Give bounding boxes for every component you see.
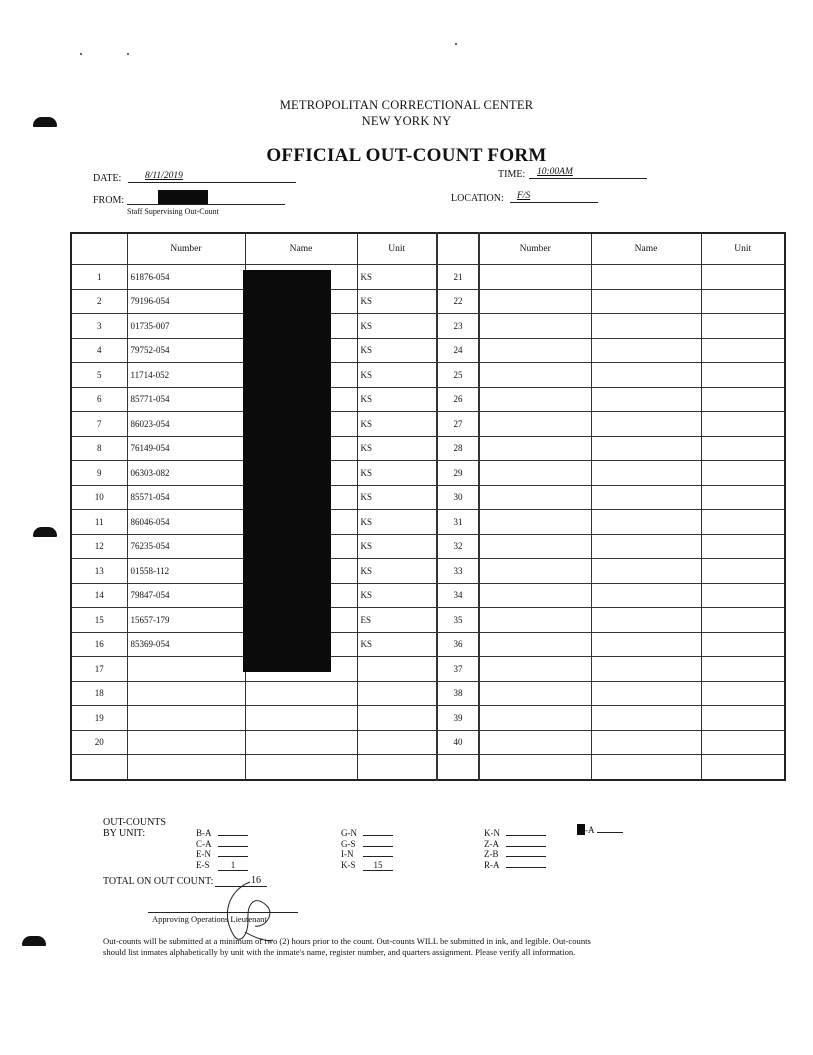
table-row xyxy=(71,485,785,510)
outcount-entry xyxy=(341,828,393,839)
unit-left: KS xyxy=(357,534,437,559)
outcount-value xyxy=(506,867,546,868)
redaction-unit-letter xyxy=(577,824,585,835)
outcount-entry xyxy=(196,828,248,839)
outcount-entry xyxy=(484,860,546,871)
outcount-unit-label: C-A xyxy=(196,838,212,849)
register-number-left: 01735-007 xyxy=(127,314,245,339)
total-value: 16 xyxy=(251,875,261,886)
table-row xyxy=(71,657,785,682)
row-index-right: 22 xyxy=(437,289,479,314)
inmate-name-right xyxy=(591,314,701,339)
inmate-name-right xyxy=(591,510,701,535)
table-row xyxy=(71,412,785,437)
register-number-right xyxy=(479,730,591,755)
register-number-left: 79196-054 xyxy=(127,289,245,314)
register-number-right xyxy=(479,559,591,584)
register-number-left: 06303-082 xyxy=(127,461,245,486)
row-index-right: 36 xyxy=(437,632,479,657)
outcount-value: 15 xyxy=(363,860,393,872)
unit-left: KS xyxy=(357,412,437,437)
row-index-left: 4 xyxy=(71,338,127,363)
outcount-table xyxy=(70,232,786,781)
footer-line-1: Out-counts will be submitted at a minimum of two (2) hours prior to the count. Out-counts WILL be submitted in ink, and legible. Out-counts xyxy=(103,936,591,946)
unit-right xyxy=(701,314,785,339)
unit-right xyxy=(701,265,785,290)
unit-left: KS xyxy=(357,265,437,290)
row-index-left: 2 xyxy=(71,289,127,314)
outcount-value xyxy=(218,846,248,847)
register-number-left: 11714-052 xyxy=(127,363,245,388)
row-index-right: 31 xyxy=(437,510,479,535)
scan-speck xyxy=(127,53,129,55)
row-index-right: 28 xyxy=(437,436,479,461)
inmate-name-right xyxy=(591,387,701,412)
register-number-right xyxy=(479,681,591,706)
inmate-name-right xyxy=(591,485,701,510)
spacer-cell xyxy=(127,755,245,780)
table-row xyxy=(71,608,785,633)
register-number-right xyxy=(479,289,591,314)
unit-left: KS xyxy=(357,436,437,461)
unit-right xyxy=(701,510,785,535)
punch-hole-middle xyxy=(33,527,57,537)
register-number-left: 01558-112 xyxy=(127,559,245,584)
register-number-left: 85369-054 xyxy=(127,632,245,657)
register-number-right xyxy=(479,534,591,559)
form-title: OFFICIAL OUT-COUNT FORM xyxy=(266,145,547,166)
unit-right xyxy=(701,363,785,388)
table-row xyxy=(71,363,785,388)
outcount-unit-label: -A xyxy=(585,825,595,835)
row-index-right: 26 xyxy=(437,387,479,412)
unit-right xyxy=(701,681,785,706)
table-row xyxy=(71,559,785,584)
outcount-entry xyxy=(196,849,248,860)
spacer-cell xyxy=(591,755,701,780)
unit-right xyxy=(701,289,785,314)
spacer-cell xyxy=(437,755,479,780)
inmate-name-right xyxy=(591,706,701,731)
table-row xyxy=(71,510,785,535)
row-index-left: 1 xyxy=(71,265,127,290)
location-field-line xyxy=(510,202,598,203)
punch-hole-bottom xyxy=(22,936,46,946)
from-field-line xyxy=(127,204,285,205)
time-value: 10:00AM xyxy=(537,167,573,177)
row-index-left: 17 xyxy=(71,657,127,682)
header-number-right: Number xyxy=(479,233,591,265)
scan-speck xyxy=(80,53,82,55)
register-number-right xyxy=(479,510,591,535)
register-number-right xyxy=(479,657,591,682)
spacer-cell xyxy=(479,755,591,780)
row-index-left: 9 xyxy=(71,461,127,486)
header-name-right: Name xyxy=(591,233,701,265)
inmate-name-right xyxy=(591,534,701,559)
register-number-right xyxy=(479,338,591,363)
register-number-right xyxy=(479,706,591,731)
row-index-right: 32 xyxy=(437,534,479,559)
header-number-left: Number xyxy=(127,233,245,265)
outcount-unit-label: E-N xyxy=(196,849,211,859)
institution-city: NEW YORK NY xyxy=(361,114,452,128)
register-number-left: 61876-054 xyxy=(127,265,245,290)
outcount-value: 1 xyxy=(218,860,248,872)
outcount-unit-label: R-A xyxy=(484,859,500,870)
row-index-right: 38 xyxy=(437,681,479,706)
unit-right xyxy=(701,534,785,559)
unit-right xyxy=(701,485,785,510)
unit-left: KS xyxy=(357,485,437,510)
row-index-left: 13 xyxy=(71,559,127,584)
inmate-name-right xyxy=(591,559,701,584)
row-index-right: 35 xyxy=(437,608,479,633)
inmate-name-right xyxy=(591,583,701,608)
unit-right xyxy=(701,387,785,412)
unit-left xyxy=(357,681,437,706)
unit-left: KS xyxy=(357,314,437,339)
register-number-left: 86046-054 xyxy=(127,510,245,535)
row-index-left: 16 xyxy=(71,632,127,657)
outcount-value xyxy=(506,856,546,857)
unit-left: KS xyxy=(357,387,437,412)
register-number-right xyxy=(479,412,591,437)
inmate-name-left xyxy=(245,730,357,755)
spacer-cell xyxy=(71,755,127,780)
table-row xyxy=(71,436,785,461)
time-label: TIME: xyxy=(498,169,526,180)
unit-right xyxy=(701,657,785,682)
register-number-right xyxy=(479,314,591,339)
table-row xyxy=(71,730,785,755)
spacer-cell xyxy=(245,755,357,780)
table-row xyxy=(71,706,785,731)
unit-right xyxy=(701,632,785,657)
inmate-name-right xyxy=(591,632,701,657)
outcount-value xyxy=(363,856,393,857)
inmate-name-right xyxy=(591,412,701,437)
outcount-value xyxy=(506,846,546,847)
outcount-value xyxy=(218,835,248,836)
row-index-right: 21 xyxy=(437,265,479,290)
table-row xyxy=(71,681,785,706)
unit-right xyxy=(701,436,785,461)
approval-signature-line xyxy=(148,912,298,913)
outcount-unit-label: B-A xyxy=(196,828,212,838)
row-index-right: 23 xyxy=(437,314,479,339)
inmate-name-right xyxy=(591,289,701,314)
row-index-left: 12 xyxy=(71,534,127,559)
date-field-line xyxy=(128,182,296,183)
outcount-unit-label: G-S xyxy=(341,838,356,849)
inmate-name-right xyxy=(591,436,701,461)
unit-right xyxy=(701,583,785,608)
row-index-left: 14 xyxy=(71,583,127,608)
unit-left: KS xyxy=(357,338,437,363)
outcount-entry xyxy=(196,839,248,850)
inmate-name-right xyxy=(591,265,701,290)
date-label: DATE: xyxy=(93,173,122,184)
unit-left: KS xyxy=(357,632,437,657)
unit-right xyxy=(701,730,785,755)
row-index-left: 7 xyxy=(71,412,127,437)
inmate-name-right xyxy=(591,608,701,633)
table-row xyxy=(71,338,785,363)
inmate-name-left xyxy=(245,681,357,706)
outcounts-column-4 xyxy=(577,824,623,835)
unit-left: KS xyxy=(357,461,437,486)
table-row xyxy=(71,583,785,608)
row-index-right: 29 xyxy=(437,461,479,486)
outcount-value xyxy=(363,846,393,847)
location-label: LOCATION: xyxy=(451,193,504,204)
header-unit-right: Unit xyxy=(701,233,785,265)
unit-right xyxy=(701,461,785,486)
outcount-entry xyxy=(484,839,546,850)
unit-left: KS xyxy=(357,583,437,608)
outcount-unit-label: I-N xyxy=(341,849,354,859)
header-index-left xyxy=(71,233,127,265)
outcount-blank xyxy=(597,832,623,833)
row-index-right: 40 xyxy=(437,730,479,755)
register-number-left: 79752-054 xyxy=(127,338,245,363)
outcount-entry xyxy=(341,860,393,872)
register-number-left xyxy=(127,730,245,755)
table-row xyxy=(71,289,785,314)
footer-line-2: should list inmates alphabetically by unit with the inmate's name, register number, and quarters assignment. Please verify all information. xyxy=(103,947,576,957)
register-number-left xyxy=(127,681,245,706)
unit-left xyxy=(357,706,437,731)
from-caption: Staff Supervising Out-Count xyxy=(127,207,219,216)
unit-left: KS xyxy=(357,559,437,584)
row-index-left: 8 xyxy=(71,436,127,461)
inmate-name-right xyxy=(591,730,701,755)
row-index-right: 37 xyxy=(437,657,479,682)
inmate-name-right xyxy=(591,363,701,388)
register-number-left: 76235-054 xyxy=(127,534,245,559)
register-number-left xyxy=(127,657,245,682)
row-index-left: 18 xyxy=(71,681,127,706)
table-row xyxy=(71,534,785,559)
row-index-right: 30 xyxy=(437,485,479,510)
register-number-right xyxy=(479,436,591,461)
inmate-name-left xyxy=(245,706,357,731)
row-index-right: 39 xyxy=(437,706,479,731)
outcount-unit-label: G-N xyxy=(341,828,357,838)
outcount-entry xyxy=(484,828,546,839)
unit-right xyxy=(701,412,785,437)
inmate-name-right xyxy=(591,338,701,363)
outcount-unit-label: Z-A xyxy=(484,838,499,849)
outcounts-label xyxy=(103,817,166,839)
total-label: TOTAL ON OUT COUNT: xyxy=(103,876,214,887)
inmate-name-right xyxy=(591,657,701,682)
table-row xyxy=(71,387,785,412)
register-number-left xyxy=(127,706,245,731)
row-index-left: 3 xyxy=(71,314,127,339)
header-name-left: Name xyxy=(245,233,357,265)
unit-right xyxy=(701,608,785,633)
unit-left: KS xyxy=(357,363,437,388)
unit-left xyxy=(357,657,437,682)
register-number-right xyxy=(479,485,591,510)
from-label: FROM: xyxy=(93,195,125,206)
outcounts-label-line1: OUT-COUNTS xyxy=(103,817,166,828)
institution-name: METROPOLITAN CORRECTIONAL CENTER xyxy=(279,98,534,112)
table-header-row xyxy=(71,233,785,265)
location-value: F/S xyxy=(517,191,531,201)
header-unit-left: Unit xyxy=(357,233,437,265)
outcounts-column-3 xyxy=(484,828,546,870)
register-number-right xyxy=(479,363,591,388)
outcount-value xyxy=(506,835,546,836)
row-index-left: 6 xyxy=(71,387,127,412)
unit-left: KS xyxy=(357,510,437,535)
outcounts-column-2 xyxy=(341,828,393,871)
register-number-left: 76149-054 xyxy=(127,436,245,461)
row-index-left: 20 xyxy=(71,730,127,755)
register-number-right xyxy=(479,461,591,486)
inmate-name-right xyxy=(591,461,701,486)
unit-right xyxy=(701,338,785,363)
row-index-left: 15 xyxy=(71,608,127,633)
row-index-right: 25 xyxy=(437,363,479,388)
register-number-right xyxy=(479,632,591,657)
row-index-left: 19 xyxy=(71,706,127,731)
register-number-left: 85571-054 xyxy=(127,485,245,510)
row-index-right: 34 xyxy=(437,583,479,608)
outcount-value xyxy=(363,835,393,836)
inmate-name-right xyxy=(591,681,701,706)
date-value: 8/11/2019 xyxy=(145,171,183,181)
unit-left: KS xyxy=(357,289,437,314)
row-index-left: 11 xyxy=(71,510,127,535)
spacer-cell xyxy=(357,755,437,780)
register-number-left: 85771-054 xyxy=(127,387,245,412)
redaction-from-name xyxy=(158,190,208,204)
row-index-right: 33 xyxy=(437,559,479,584)
table-row xyxy=(71,265,785,290)
row-index-left: 10 xyxy=(71,485,127,510)
register-number-right xyxy=(479,387,591,412)
outcount-entry xyxy=(196,860,248,872)
outcount-value xyxy=(218,856,248,857)
outcounts-column-1 xyxy=(196,828,248,871)
table-row xyxy=(71,314,785,339)
approval-caption: Approving Operations Lieutenant xyxy=(152,914,267,924)
register-number-right xyxy=(479,583,591,608)
unit-right xyxy=(701,559,785,584)
unit-left xyxy=(357,730,437,755)
outcounts-label-line2: BY UNIT: xyxy=(103,828,146,839)
register-number-right xyxy=(479,608,591,633)
outcount-entry xyxy=(484,849,546,860)
outcount-unit-label: K-N xyxy=(484,828,500,838)
outcount-entry xyxy=(341,849,393,860)
table-row xyxy=(71,461,785,486)
table-row-spacer xyxy=(71,755,785,780)
redaction-names-column xyxy=(243,270,331,672)
table-row xyxy=(71,632,785,657)
register-number-left: 15657-179 xyxy=(127,608,245,633)
header-index-right xyxy=(437,233,479,265)
outcount-unit-label: K-S xyxy=(341,859,356,870)
row-index-right: 27 xyxy=(437,412,479,437)
time-field-line xyxy=(529,178,647,179)
row-index-left: 5 xyxy=(71,363,127,388)
outcount-unit-label: Z-B xyxy=(484,849,499,859)
register-number-left: 79847-054 xyxy=(127,583,245,608)
spacer-cell xyxy=(701,755,785,780)
register-number-left: 86023-054 xyxy=(127,412,245,437)
register-number-right xyxy=(479,265,591,290)
unit-right xyxy=(701,706,785,731)
unit-left: ES xyxy=(357,608,437,633)
scan-speck xyxy=(455,43,457,45)
outcount-unit-label: E-S xyxy=(196,859,210,870)
outcount-entry xyxy=(341,839,393,850)
row-index-right: 24 xyxy=(437,338,479,363)
